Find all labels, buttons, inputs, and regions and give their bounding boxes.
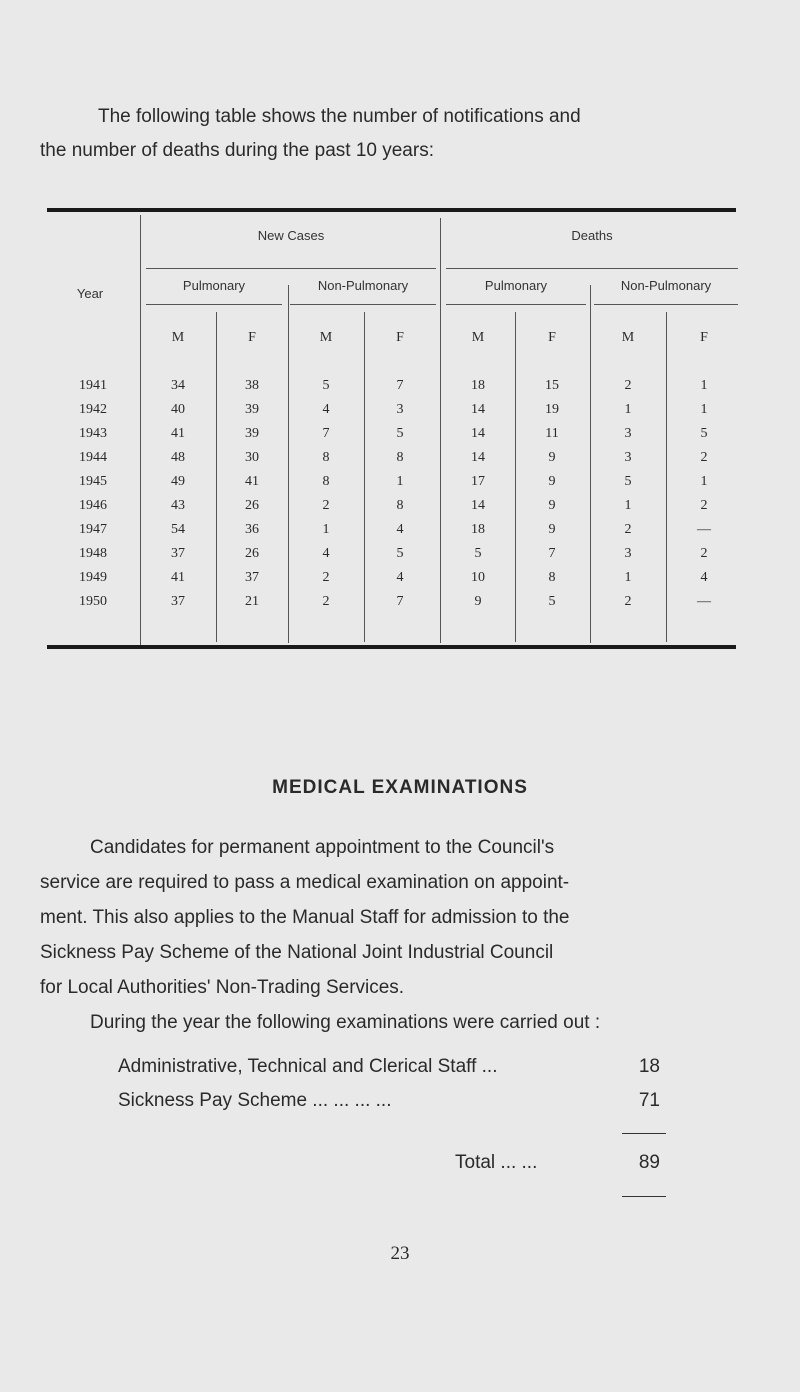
table-cell: 2 — [700, 498, 708, 513]
sex-header: M — [171, 330, 185, 345]
intro-line-2: the number of deaths during the past 10 years: — [40, 140, 434, 161]
table-cell: 2 — [624, 594, 632, 609]
table-cell: 5 — [624, 474, 632, 489]
table-cell: — — [697, 522, 711, 537]
table-cell: 3 — [396, 402, 404, 417]
table-cell: 41 — [171, 426, 185, 441]
year-cell: 1943 — [79, 426, 107, 441]
year-cell: 1944 — [79, 450, 107, 465]
table-cell: 40 — [171, 402, 185, 417]
table-cell: 18 — [471, 522, 485, 537]
table-cell: 43 — [171, 498, 185, 513]
table-cell: 7 — [322, 426, 330, 441]
table-cell: 14 — [471, 498, 485, 513]
table-cell: 34 — [171, 378, 185, 393]
intro-text — [40, 100, 753, 168]
table-cell: 30 — [245, 450, 259, 465]
table-cell: 2 — [624, 378, 632, 393]
section-heading: MEDICAL EXAMINATIONS — [272, 777, 528, 798]
table-cell: 11 — [545, 426, 559, 441]
table-cell: 7 — [396, 594, 404, 609]
exam-item-value: 71 — [638, 1090, 660, 1111]
table-cell: 8 — [548, 570, 556, 585]
table-cell: 1 — [700, 378, 708, 393]
year-cell: 1949 — [79, 570, 107, 585]
table-cell: 14 — [471, 402, 485, 417]
table-cell: 37 — [171, 546, 185, 561]
table-cell: 7 — [548, 546, 556, 561]
year-cell: 1947 — [79, 522, 107, 537]
table-cell: 1 — [624, 498, 632, 513]
table-cell: 9 — [548, 450, 556, 465]
year-header: Year — [76, 286, 104, 301]
table-cell: 4 — [322, 402, 330, 417]
table-cell: 19 — [545, 402, 559, 417]
table-cell: 8 — [322, 450, 330, 465]
table-cell: 2 — [700, 546, 708, 561]
table-cell: 38 — [245, 378, 259, 393]
table-bottom-rule — [47, 645, 736, 649]
paragraph-line: for Local Authorities' Non-Trading Services. — [40, 977, 405, 998]
year-cell: 1948 — [79, 546, 107, 561]
table-cell: 4 — [396, 570, 404, 585]
exam-item-value: 18 — [638, 1056, 660, 1077]
table-cell: 39 — [245, 402, 259, 417]
table-cell: 54 — [171, 522, 185, 537]
paragraph-line: Sickness Pay Scheme of the National Joint Industrial Council — [40, 942, 554, 963]
total-value: 89 — [638, 1152, 660, 1173]
sex-header: M — [471, 330, 485, 345]
medical-paragraph — [40, 830, 756, 1005]
sex-header: F — [700, 330, 708, 345]
table-cell: 1 — [322, 522, 330, 537]
table-cell: 8 — [322, 474, 330, 489]
table-cell: 26 — [245, 546, 259, 561]
table-cell: 1 — [624, 402, 632, 417]
table-cell: 14 — [471, 426, 485, 441]
page-number: 23 — [390, 1243, 410, 1264]
table-cell: 17 — [471, 474, 485, 489]
table-cell: 14 — [471, 450, 485, 465]
table-cell: 4 — [322, 546, 330, 561]
table-cell: 1 — [396, 474, 404, 489]
table-cell: 2 — [624, 522, 632, 537]
table-cell: 5 — [474, 546, 482, 561]
sex-header: F — [548, 330, 556, 345]
table-cell: 1 — [700, 474, 708, 489]
table-cell: 1 — [624, 570, 632, 585]
paragraph-line: Candidates for permanent appointment to the Council's — [90, 837, 555, 858]
table-cell: 3 — [624, 450, 632, 465]
table-cell: 2 — [322, 498, 330, 513]
table-cell: 5 — [700, 426, 708, 441]
table-cell: 8 — [396, 498, 404, 513]
table-cell: 3 — [624, 426, 632, 441]
subheader-new-pulmonary: Pulmonary — [182, 278, 246, 293]
deaths-header: Deaths — [571, 228, 613, 243]
table-cell: 2 — [700, 450, 708, 465]
table-cell: 36 — [245, 522, 259, 537]
sex-header: M — [319, 330, 333, 345]
table-cell: 5 — [322, 378, 330, 393]
total-label: Total ... ... — [455, 1152, 538, 1173]
table-cell: 5 — [396, 546, 404, 561]
table-cell: — — [697, 594, 711, 609]
table-cell: 4 — [396, 522, 404, 537]
table-cell: 48 — [171, 450, 185, 465]
total-rule — [622, 1196, 666, 1197]
table-cell: 41 — [245, 474, 259, 489]
table-cell: 37 — [171, 594, 185, 609]
year-cell: 1942 — [79, 402, 107, 417]
table-cell: 21 — [245, 594, 259, 609]
table-cell: 7 — [396, 378, 404, 393]
year-cell: 1946 — [79, 498, 107, 513]
table-cell: 15 — [545, 378, 559, 393]
table-top-rule — [47, 208, 736, 212]
subheader-deaths-pulmonary: Pulmonary — [484, 278, 548, 293]
table-cell: 9 — [548, 474, 556, 489]
table-cell: 5 — [548, 594, 556, 609]
table-cell: 4 — [700, 570, 708, 585]
sum-rule — [622, 1133, 666, 1134]
table-cell: 8 — [396, 450, 404, 465]
table-cell: 5 — [396, 426, 404, 441]
sex-header: F — [248, 330, 256, 345]
new-cases-header: New Cases — [257, 228, 325, 243]
table-cell: 9 — [548, 522, 556, 537]
table-cell: 1 — [700, 402, 708, 417]
paragraph-line: ment. This also applies to the Manual Staff for admission to the — [40, 907, 570, 928]
year-cell: 1945 — [79, 474, 107, 489]
sex-header: M — [621, 330, 635, 345]
table-cell: 18 — [471, 378, 485, 393]
table-cell: 39 — [245, 426, 259, 441]
table-cell: 9 — [548, 498, 556, 513]
table-cell: 3 — [624, 546, 632, 561]
year-cell: 1950 — [79, 594, 107, 609]
table-cell: 41 — [171, 570, 185, 585]
sex-header: F — [396, 330, 404, 345]
table-cell: 37 — [245, 570, 259, 585]
subheader-new-non-pulmonary: Non-Pulmonary — [317, 278, 409, 293]
exam-item-label: Administrative, Technical and Clerical Staff ... — [118, 1056, 498, 1077]
table-cell: 2 — [322, 570, 330, 585]
intro-line-1: The following table shows the number of notifications and — [98, 106, 581, 127]
year-cell: 1941 — [79, 378, 107, 393]
table-cell: 49 — [171, 474, 185, 489]
table-cell: 26 — [245, 498, 259, 513]
paragraph-line: service are required to pass a medical examination on appoint- — [40, 872, 570, 893]
table-cell: 2 — [322, 594, 330, 609]
exam-intro: During the year the following examinations were carried out : — [90, 1012, 601, 1033]
table-cell: 9 — [474, 594, 482, 609]
exam-item-label: Sickness Pay Scheme ... ... ... ... — [118, 1090, 392, 1111]
table-cell: 10 — [471, 570, 485, 585]
subheader-deaths-non-pulmonary: Non-Pulmonary — [620, 278, 712, 293]
